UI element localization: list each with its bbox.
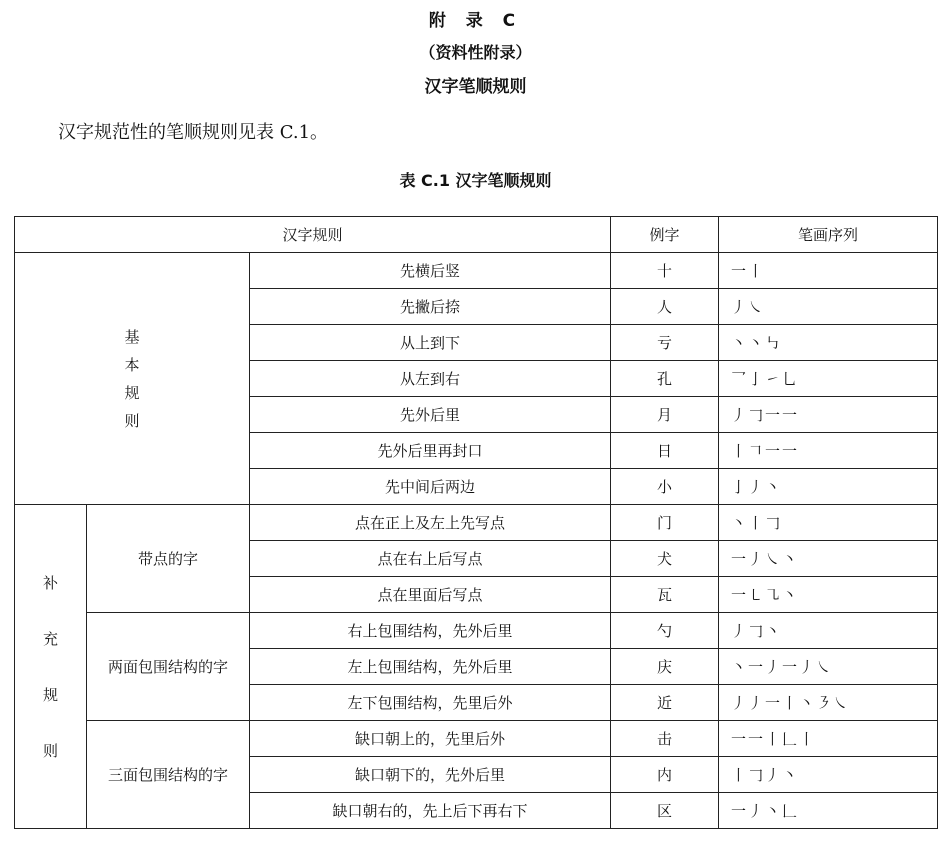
example-cell: 十 [611,253,719,289]
sequence-cell: 一㇄㇈丶 [719,577,938,613]
header-example: 例字 [611,217,719,253]
sequence-cell: 丨𠃍一一 [719,433,938,469]
supplement-rules-label [15,505,87,829]
appendix-label: 附 录 C [428,11,523,31]
supplement-label-char: 则 [42,741,58,760]
rule-cell: 缺口朝右的，先上后下再右下 [250,793,611,829]
rule-cell: 点在正上及左上先写点 [250,505,611,541]
example-cell: 人 [611,289,719,325]
basic-label-char: 规 [124,383,140,402]
header-rule: 汉字规则 [15,217,611,253]
appendix-title: 汉字笔顺规则 [424,77,527,97]
sequence-cell: 丶丶㇉ [719,325,938,361]
example-cell: 犬 [611,541,719,577]
sequence-cell: 丶一丿一丿㇏ [719,649,938,685]
supplement-label-char: 充 [42,629,58,648]
example-cell: 瓦 [611,577,719,613]
rule-cell: 从上到下 [250,325,611,361]
sequence-cell: 一丿丶𠃊 [719,793,938,829]
rule-cell: 点在里面后写点 [250,577,611,613]
sequence-cell: 丿丿一丨丶㇋㇏ [719,685,938,721]
example-cell: 内 [611,757,719,793]
example-cell: 庆 [611,649,719,685]
sequence-cell: 丿𠃌一一 [719,397,938,433]
rule-cell: 先外后里再封口 [250,433,611,469]
supplement-label-char: 补 [42,573,58,592]
example-cell: 近 [611,685,719,721]
example-cell: 日 [611,433,719,469]
sequence-cell: 一丨 [719,253,938,289]
supplement-label-char: 规 [42,685,58,704]
example-cell: 击 [611,721,719,757]
example-cell: 月 [611,397,719,433]
group-label: 三面包围结构的字 [87,721,250,829]
table-header-row [15,217,938,253]
sequence-cell: 丶丨𠃌 [719,505,938,541]
example-cell: 门 [611,505,719,541]
basic-rules-label [15,253,250,505]
group-label: 两面包围结构的字 [87,613,250,721]
basic-label-char: 基 [124,327,140,346]
rule-cell: 先撇后捺 [250,289,611,325]
table-row [15,253,938,289]
example-cell: 小 [611,469,719,505]
table-row [15,505,938,541]
table-caption: 表 C.1 汉字笔顺规则 [399,171,552,190]
example-cell: 勺 [611,613,719,649]
sequence-cell: 丿𠃌丶 [719,613,938,649]
rule-cell: 从左到右 [250,361,611,397]
rule-cell: 先横后竖 [250,253,611,289]
basic-label-char: 本 [124,355,140,374]
rule-cell: 缺口朝下的，先外后里 [250,757,611,793]
rule-cell: 先外后里 [250,397,611,433]
group-label: 带点的字 [87,505,250,613]
appendix-type: （资料性附录） [419,43,532,62]
rule-cell: 点在右上后写点 [250,541,611,577]
sequence-cell: 一丿㇏丶 [719,541,938,577]
stroke-order-table [14,216,938,829]
example-cell: 区 [611,793,719,829]
sequence-cell: 乛亅㇀乚 [719,361,938,397]
rule-cell: 右上包围结构，先外后里 [250,613,611,649]
rule-cell: 缺口朝上的，先里后外 [250,721,611,757]
sequence-cell: 丿㇏ [719,289,938,325]
example-cell: 亏 [611,325,719,361]
intro-text: 汉字规范性的笔顺规则见表 C.1。 [58,122,329,143]
table-row [15,721,938,757]
rule-cell: 左下包围结构，先里后外 [250,685,611,721]
sequence-cell: 亅丿丶 [719,469,938,505]
basic-label-char: 则 [124,411,140,430]
example-cell: 孔 [611,361,719,397]
sequence-cell: 丨𠃌丿丶 [719,757,938,793]
sequence-cell: 一一丨𠃊丨 [719,721,938,757]
rule-cell: 左上包围结构，先外后里 [250,649,611,685]
header-sequence: 笔画序列 [719,217,938,253]
table-row [15,613,938,649]
rule-cell: 先中间后两边 [250,469,611,505]
